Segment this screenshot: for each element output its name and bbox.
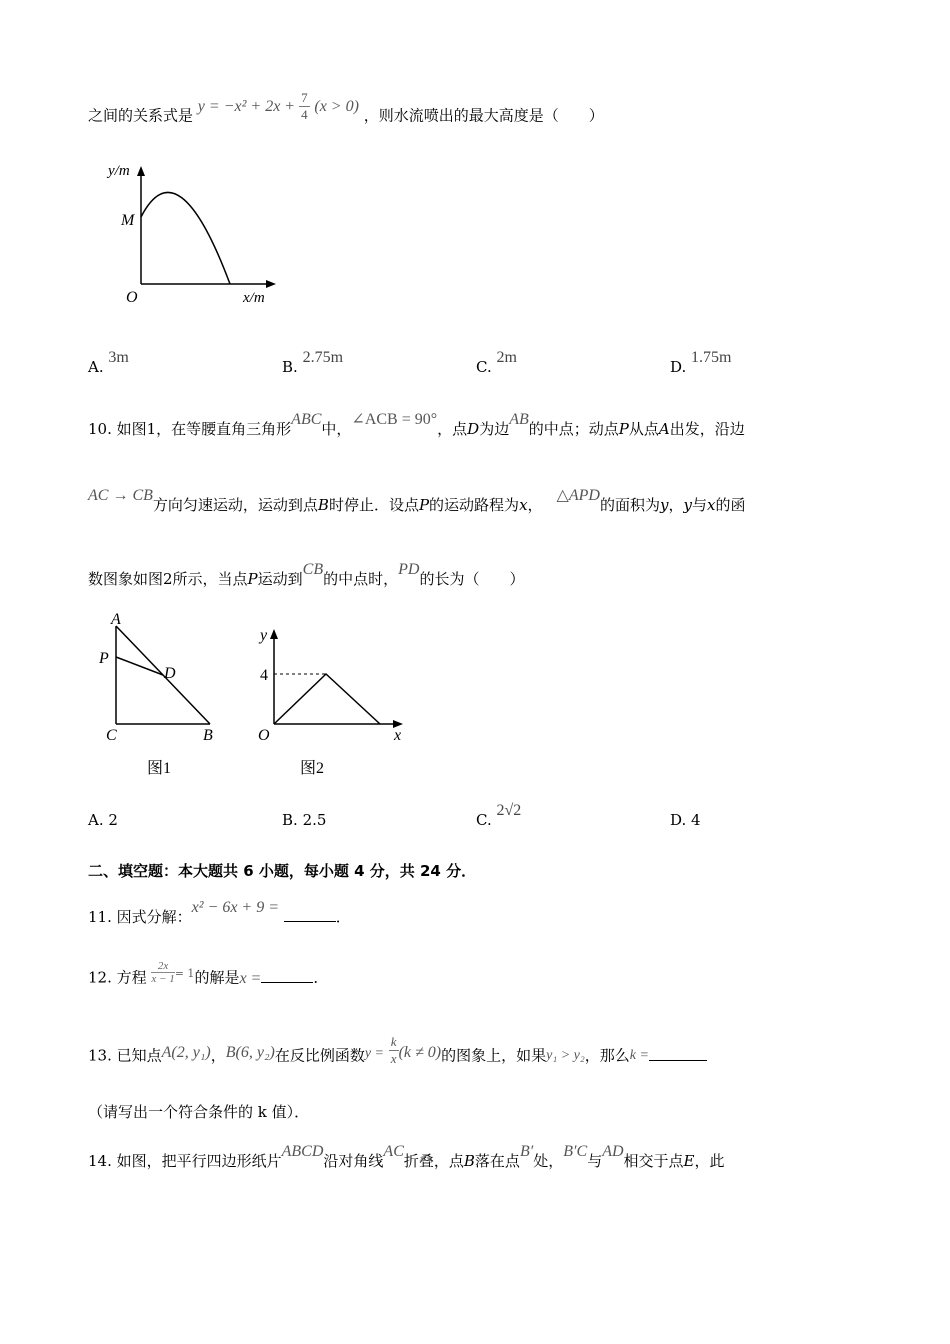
math: AC <box>383 1143 404 1160</box>
q13-prefix: 13. 已知点 <box>88 1046 162 1065</box>
q9-option-a <box>88 349 129 377</box>
option-value: 4 <box>691 811 701 829</box>
fig1-segment-pd <box>116 657 163 675</box>
q9-option-b <box>282 349 344 377</box>
q12-frac-den: x − 1 <box>151 973 175 985</box>
option-value: 2.75m <box>302 349 344 366</box>
option-letter: B. <box>282 811 298 829</box>
q9-prefix: 之间的关系式是 <box>88 106 194 125</box>
q9-frac-num: 7 <box>301 90 308 105</box>
q13-frac-den: x <box>390 1051 397 1066</box>
text: 的函 <box>715 496 746 514</box>
text: 折叠，点 <box>403 1152 464 1170</box>
text: 出发，沿边 <box>669 420 745 438</box>
text: 从点 <box>628 420 659 438</box>
var: P <box>247 570 258 588</box>
text: 与 <box>691 496 707 514</box>
text: ，此 <box>694 1152 725 1170</box>
q12-mid: 的解是 <box>194 968 240 987</box>
text: 的长为（ ） <box>419 570 525 588</box>
q13-point-b: B(6, y₂) <box>225 1043 275 1061</box>
q12-eq: = 1 <box>174 966 195 980</box>
var: D <box>467 420 480 438</box>
q13-kvar: k = <box>629 1047 649 1063</box>
math: AD <box>602 1143 624 1160</box>
var: A <box>658 420 670 438</box>
fig2-label-o: O <box>258 727 270 744</box>
q13-line <box>88 1034 707 1073</box>
q9-y-label: y/m <box>108 163 130 179</box>
var: E <box>683 1152 695 1170</box>
math: ∠ACB = 90° <box>351 411 438 428</box>
var: y <box>659 496 669 514</box>
text: 的运动路程为 <box>429 496 520 514</box>
q12-fraction <box>151 960 174 985</box>
text: 中， <box>321 420 352 438</box>
q12-answer-blank[interactable] <box>261 968 313 983</box>
q13-func-lhs: y = <box>364 1045 385 1061</box>
text: 的中点；动点 <box>528 420 619 438</box>
text: 相交于点 <box>623 1152 684 1170</box>
q9-point-m: M <box>121 212 135 229</box>
q10-option-b <box>282 811 326 829</box>
q10-option-c <box>476 802 522 830</box>
q13-mid: 在反比例函数 <box>274 1046 365 1065</box>
var: y <box>683 496 692 514</box>
text: 落在点 <box>474 1152 520 1170</box>
q9-y-arrow <box>137 166 145 176</box>
text: 为边 <box>479 420 510 438</box>
text: 运动到 <box>257 570 303 588</box>
math: ABC <box>291 411 322 428</box>
fig1-label-c: C <box>106 727 117 744</box>
var: B <box>317 496 329 514</box>
option-letter: C. <box>476 811 492 829</box>
option-value: 2.5 <box>302 811 327 829</box>
q10-figure2 <box>252 620 412 782</box>
option-value: 2 <box>108 811 118 829</box>
q9-parabola <box>141 192 230 284</box>
math: PD <box>398 561 420 578</box>
fig2-graph-line <box>274 674 380 724</box>
var: B <box>463 1152 475 1170</box>
q11-line <box>88 899 351 927</box>
text: 与 <box>587 1152 603 1170</box>
math: △APD <box>556 487 600 504</box>
q10-line2 <box>88 487 746 515</box>
math: B′C <box>563 1143 588 1160</box>
text: 沿对角线 <box>323 1152 384 1170</box>
section2-title: 二、填空题：本大题共 6 小题，每小题 4 分，共 24 分． <box>88 862 477 880</box>
text: ， <box>527 496 543 514</box>
text: 10. 如图1，在等腰直角三角形 <box>88 420 292 438</box>
option-letter: A. <box>88 811 104 829</box>
fig2-label-y: y <box>260 627 268 644</box>
fig1-label-b: B <box>203 727 213 744</box>
option-letter: A. <box>88 358 104 376</box>
q12-line <box>88 960 329 991</box>
q10-line3 <box>88 561 525 589</box>
text: 方向匀速运动，运动到点 <box>152 496 318 514</box>
q10-line1 <box>88 411 745 439</box>
q13-frac-num: k <box>390 1034 397 1049</box>
fig1-label-p: P <box>99 650 109 667</box>
text: 时停止．设点 <box>328 496 419 514</box>
option-value: 1.75m <box>691 349 732 366</box>
q12-end: ． <box>313 968 329 987</box>
q9-x-arrow <box>266 280 276 288</box>
math: AB <box>509 411 529 428</box>
q9-option-c <box>476 349 517 377</box>
q12-frac-num: 2x <box>151 960 174 973</box>
math: ABCD <box>281 1143 324 1160</box>
var: P <box>418 496 430 514</box>
q14-line <box>88 1143 725 1171</box>
fig1-label-a: A <box>111 611 121 628</box>
q9-suffix: ，则水流喷出的最大高度是（ ） <box>363 106 604 125</box>
q13-inequality: y₁ > y₂ <box>546 1047 585 1063</box>
var: P <box>618 420 629 438</box>
q9-frac-den: 4 <box>301 107 308 122</box>
q13-fraction <box>389 1034 399 1067</box>
q13-sep: ， <box>210 1046 226 1065</box>
q13-func-cond: (k ≠ 0) <box>398 1043 442 1061</box>
fig2-label-4: 4 <box>260 667 268 684</box>
fig1-caption: 图1 <box>147 760 172 777</box>
text: 处， <box>533 1152 564 1170</box>
q9-option-d <box>670 349 732 377</box>
q9-graph <box>100 155 290 310</box>
fig2-label-x: x <box>394 727 402 744</box>
q13-mid2: 的图象上，如果 <box>441 1046 547 1065</box>
fig1-label-d: D <box>164 665 176 682</box>
math: CB <box>302 561 324 578</box>
q13-answer-blank[interactable] <box>649 1046 707 1061</box>
var: x <box>519 496 528 514</box>
fig2-caption: 图2 <box>300 760 325 777</box>
fig2-y-arrow <box>270 629 278 639</box>
option-letter: D. <box>670 358 687 376</box>
q12-prefix: 12. 方程 <box>88 968 147 987</box>
option-value: 2√2 <box>496 802 522 819</box>
q12-var: x = <box>239 969 262 987</box>
text: 的中点时， <box>323 570 399 588</box>
text: ，点 <box>437 420 468 438</box>
text: 的面积为 <box>599 496 660 514</box>
text: 14. 如图，把平行四边形纸片 <box>88 1152 282 1170</box>
q10-figure1 <box>95 608 235 783</box>
q11-end: ． <box>335 908 351 926</box>
text: 数图象如图2所示，当点 <box>88 570 248 588</box>
option-letter: B. <box>282 358 298 376</box>
math: AC → CB <box>88 487 153 504</box>
q11-prefix: 11. 因式分解： <box>88 908 192 926</box>
q11-formula: x² − 6x + 9 = <box>191 899 280 916</box>
math: B′ <box>519 1143 534 1160</box>
q13-note: （请写出一个符合条件的 k 值）． <box>88 1103 310 1121</box>
q9-fraction <box>299 90 310 123</box>
q9-condition: (x > 0) <box>314 97 359 115</box>
q9-line <box>88 90 604 133</box>
option-value: 3m <box>108 349 129 366</box>
q9-origin: O <box>126 289 138 306</box>
q9-formula: y = −x² + 2x + <box>197 97 300 115</box>
q13-point-a: A(2, y₁) <box>161 1043 211 1061</box>
option-value: 2m <box>496 349 517 366</box>
q11-answer-blank[interactable] <box>284 907 336 922</box>
option-letter: D. <box>670 811 687 829</box>
q9-x-label: x/m <box>243 290 265 306</box>
var: x <box>706 496 716 514</box>
option-letter: C. <box>476 358 492 376</box>
q10-option-a <box>88 811 118 829</box>
text: ， <box>668 496 684 514</box>
q10-option-d <box>670 811 701 829</box>
q13-mid3: ，那么 <box>584 1046 630 1065</box>
